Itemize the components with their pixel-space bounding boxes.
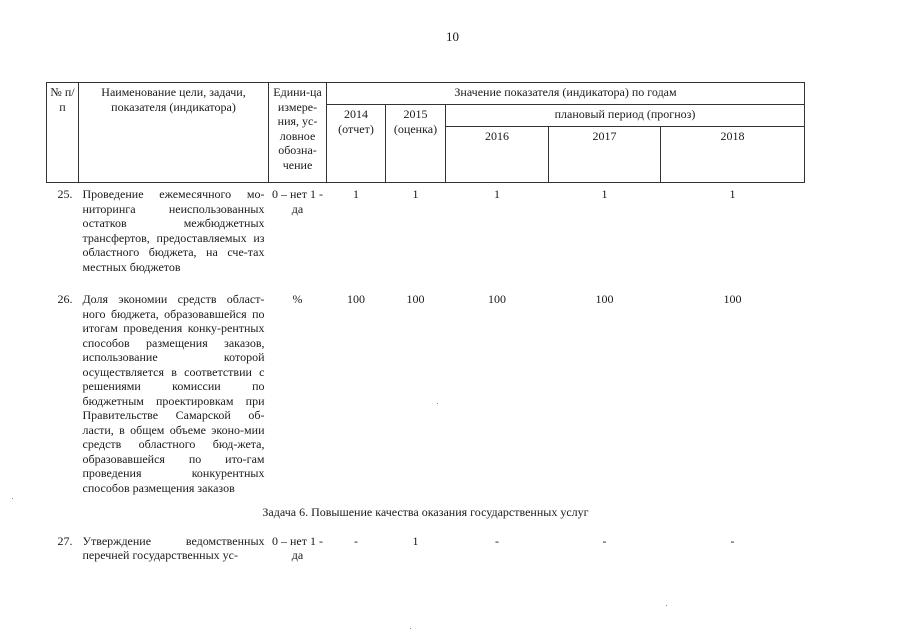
header-unit: Едини-ца измере-ния, ус-ловное обозна-чение xyxy=(269,83,327,183)
page-number: 10 xyxy=(446,29,459,44)
row-number: 26. xyxy=(57,292,73,306)
header-planned-group: плановый период (прогноз) xyxy=(446,105,805,127)
value-2017: - xyxy=(602,533,607,548)
row-unit: 0 – нет 1 - да xyxy=(272,533,323,562)
row-name: Проведение ежемесячного мо-ниторинга неиспользованных остатков межбюджетных трансфертов, предоставляемых из областного бюджета, на сче-тах местных бюджетов xyxy=(82,187,265,274)
header-2016: 2016 xyxy=(446,127,549,183)
row-name: Утверждение ведомственных перечней государственных ус- xyxy=(82,533,265,562)
value-2017: 100 xyxy=(595,292,614,306)
scan-speck xyxy=(410,628,411,629)
task-heading-row xyxy=(47,497,805,530)
scan-speck xyxy=(666,605,667,606)
value-2015: 1 xyxy=(412,187,419,201)
row-unit: % xyxy=(292,292,303,306)
indicators-table xyxy=(46,82,805,565)
value-2014: - xyxy=(354,533,358,548)
row-unit: 0 – нет 1 - да xyxy=(272,187,323,216)
scan-speck xyxy=(437,403,438,404)
row-name: Доля экономии средств област-ного бюджета, образовавшейся по итогам проведения конку-рентных способов размещения заказов, использование которой осуществляется в соответствии с решениями комиссии по бюджетным проектировкам при Правительстве Самарской об-ласти, в общем объеме эконо-мии средств областного бюд-жета, образовавшейся по ито-гам проведения конкурентных способов размещения заказов xyxy=(82,292,265,495)
table-row xyxy=(47,530,805,565)
header-2014: 2014 (отчет) xyxy=(327,105,386,183)
value-2015: 1 xyxy=(412,533,419,548)
row-number: 27. xyxy=(57,533,73,548)
value-2016: - xyxy=(495,533,499,548)
value-2018: 100 xyxy=(723,292,742,306)
value-2016: 1 xyxy=(494,187,500,201)
value-2015: 100 xyxy=(406,292,425,306)
header-2015: 2015 (оценка) xyxy=(386,105,446,183)
table-row xyxy=(47,183,805,289)
value-2018: 1 xyxy=(729,187,736,201)
scan-speck xyxy=(12,498,13,499)
header-2018: 2018 xyxy=(661,127,805,183)
header-values-group: Значение показателя (индикатора) по годам xyxy=(327,83,805,105)
value-2017: 1 xyxy=(601,187,608,201)
value-2014: 100 xyxy=(347,292,365,306)
header-num: № п/п xyxy=(47,83,79,183)
value-2016: 100 xyxy=(488,292,506,306)
row-number: 25. xyxy=(57,187,73,201)
value-2018: - xyxy=(730,533,735,548)
value-2014: 1 xyxy=(353,187,359,201)
task-heading: Задача 6. Повышение качества оказания государственных услуг xyxy=(262,505,589,519)
header-name: Наименование цели, задачи, показателя (индикатора) xyxy=(79,83,269,183)
header-2017: 2017 xyxy=(549,127,661,183)
table-row xyxy=(47,288,805,497)
